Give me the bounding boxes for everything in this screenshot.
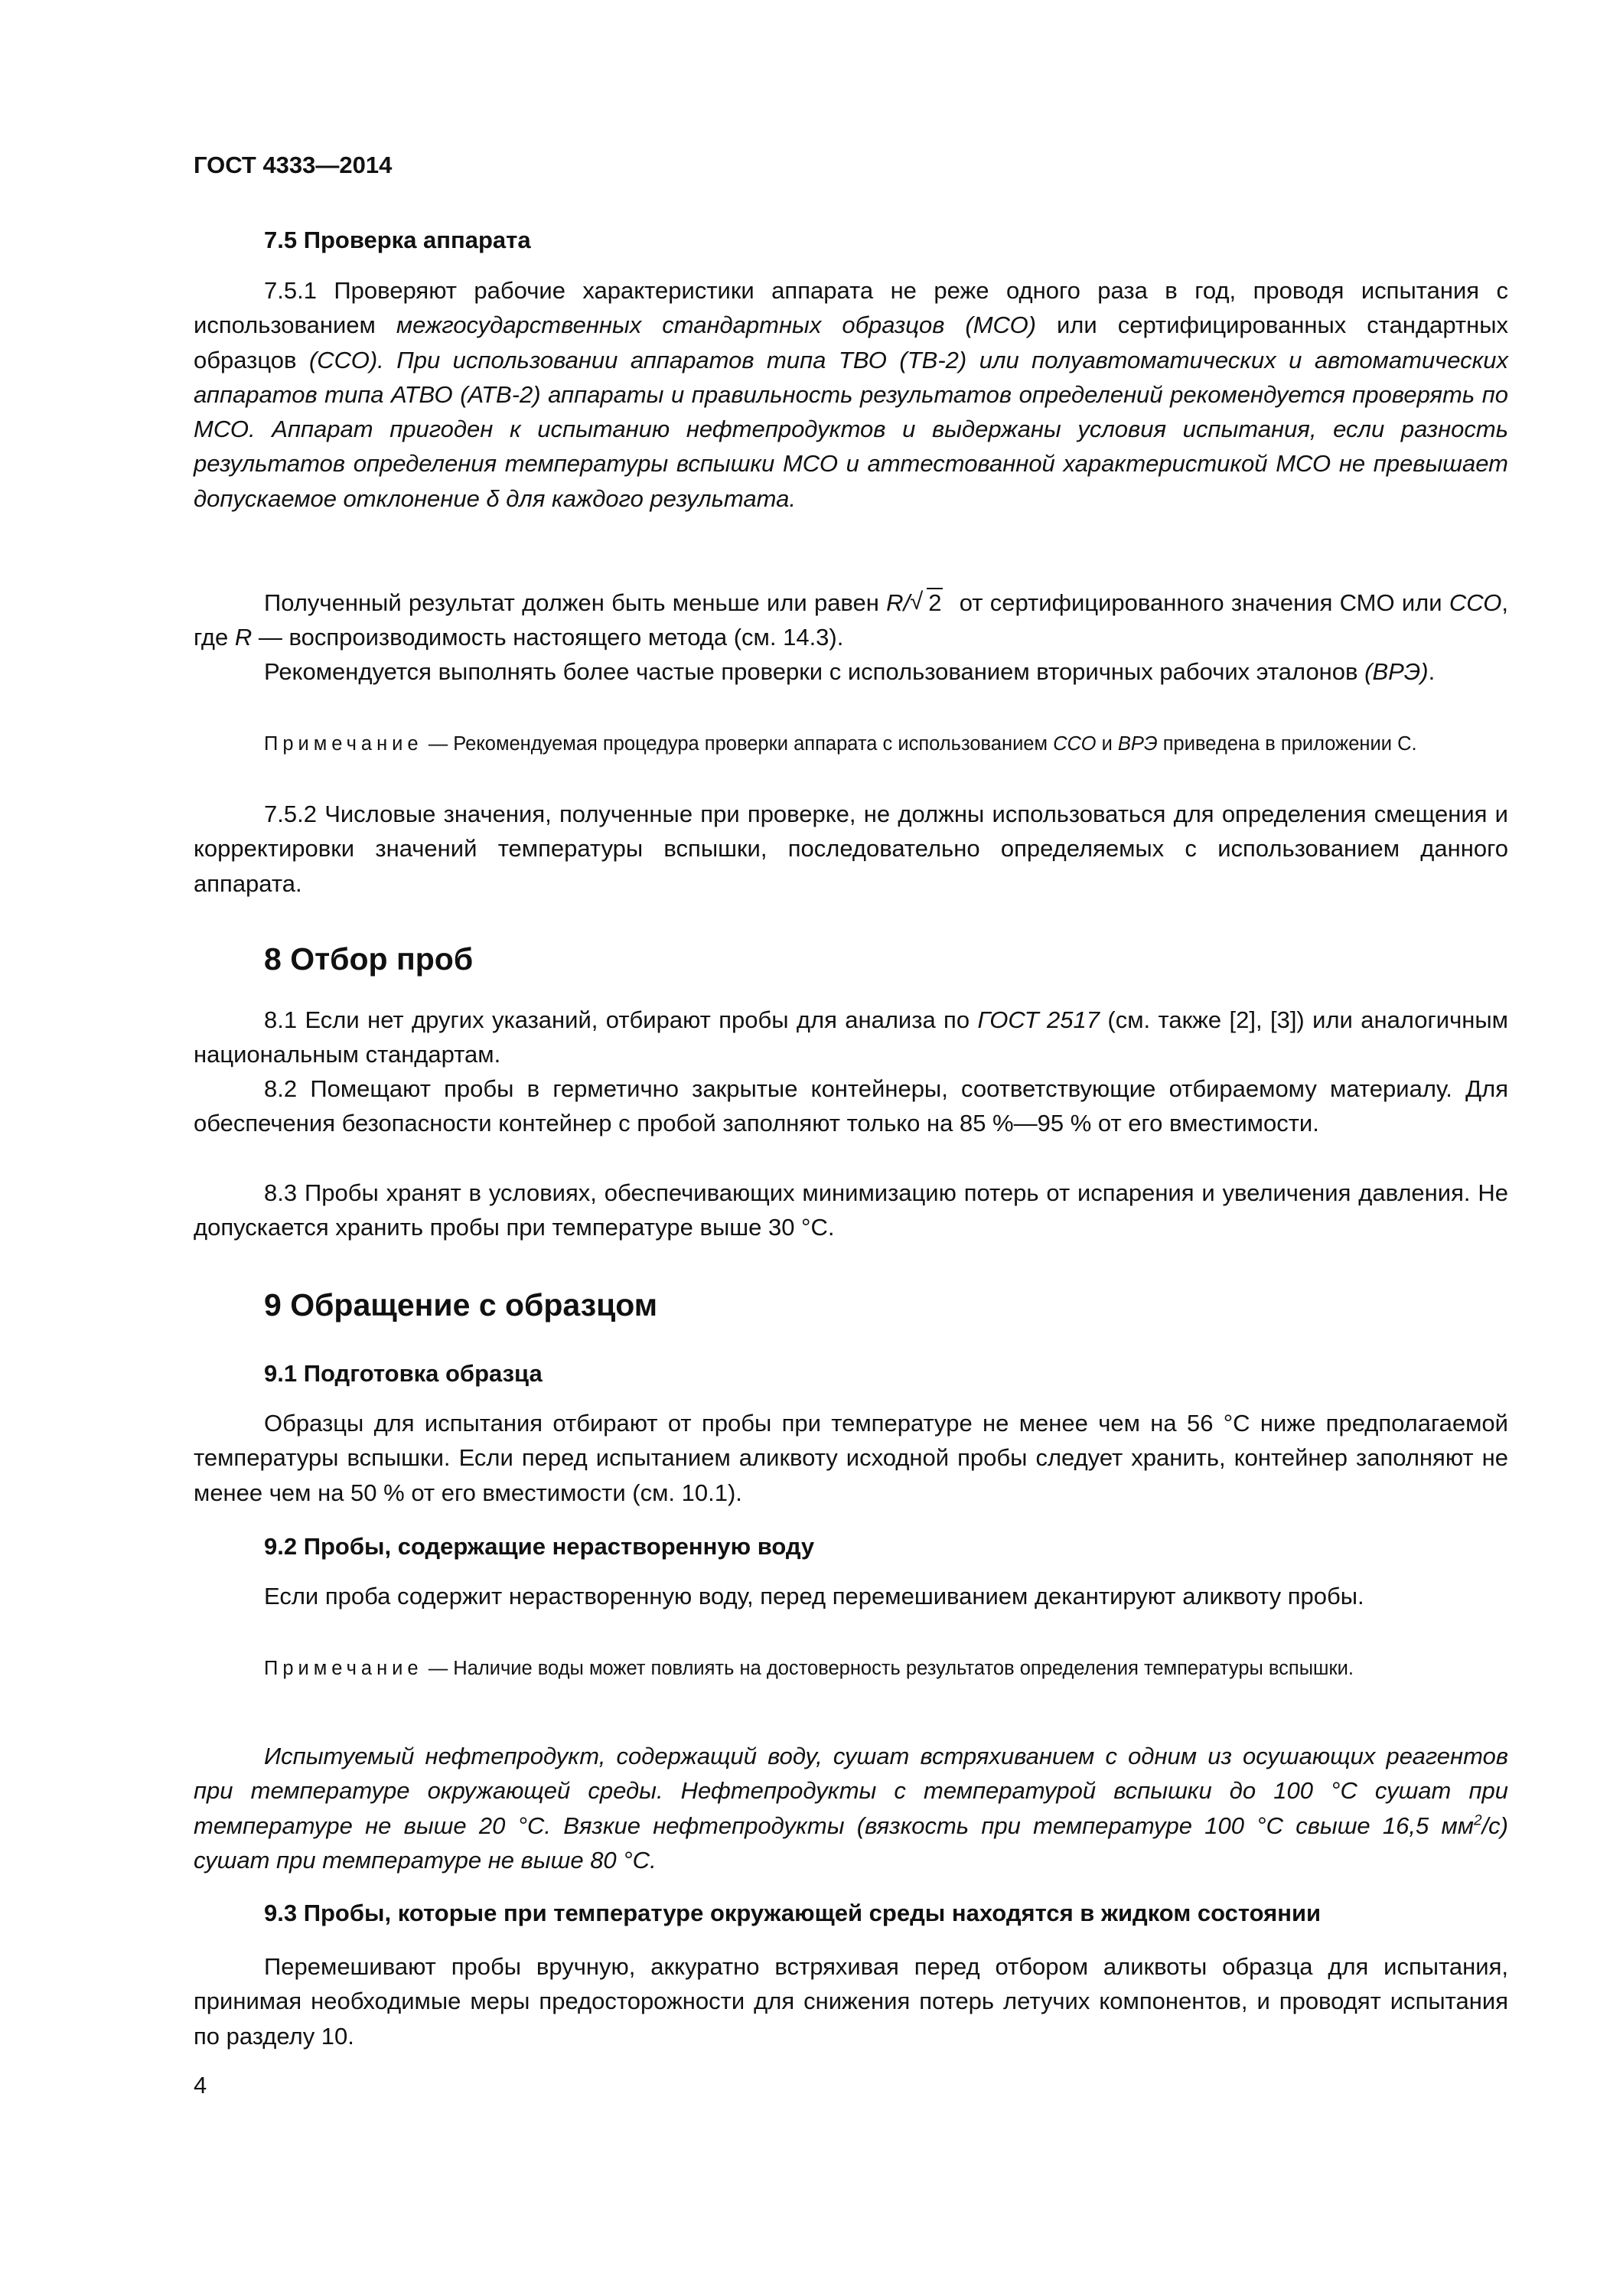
paragraph-9-2-drying: Испытуемый нефтепродукт, содержащий воду, сушат встряхиванием с одним из осушающих реагентов при температуре окружающей среды. Нефтепродукты с температурой вспышки до 100 °С сушат при температуре не выше 20 °С. Вязкие нефтепродукты (вязкость при температуре 100 °С свыше 16,5 $мм^2/с$) сушат при температуре не выше 80 °С. [194,1743,1508,1874]
paragraph-recommendation: Рекомендуется выполнять более частые проверки с использованием вторичных рабочих эталонов (ВРЭ). [264,658,1436,685]
paragraph-9-1: Образцы для испытания отбирают от пробы при температуре не менее чем на 56 °С ниже предполагаемой температуры вспышки. Если перед испытанием аликвоту исходной пробы следует хранить, контейнер заполняют не менее чем на 50 % от его вместимости (см. 10.1). [194,1410,1508,1506]
section-8-heading: 8 Отбор проб [264,941,474,977]
clause-number: 8.1 [264,1006,298,1033]
paragraph-9-2: Если проба содержит нерастворенную воду, перед перемешиванием декантируют аликвоту пробы. [264,1583,1364,1609]
section-9-1-heading: 9.1 Подготовка образца [264,1360,543,1387]
section-7-5-heading: 7.5 Проверка аппарата [264,227,531,253]
variable-r: R [234,624,253,651]
document-id: ГОСТ 4333—2014 [194,152,393,178]
paragraph-7-5-2: 7.5.2 Числовые значения, полученные при проверке, не должны использоваться для определения смещения и корректировки значений температуры вспышки, последовательно определяемых с использованием данного аппарата. [194,801,1508,897]
section-9-3-heading: 9.3 Пробы, которые при температуре окружающей среды находятся в жидком состоянии [264,1900,1322,1926]
clause-number: 8.2 [264,1075,298,1102]
note-label: Примечание [264,1658,423,1679]
paragraph-7-5-1: 7.5.1 Проверяют рабочие характеристики аппарата не реже одного раза в год, проводя испытания с использованием межгосударственных стандартных образцов (МСО) или сертифицированных стандартных образцов (ССО). При использовании аппаратов типа ТВО (ТВ-2) или полуавтоматических и автоматических аппаратов типа АТВО (АТВ-2) аппараты и правильность результатов определений рекомендуется проверять по МСО. Аппарат пригоден к испытанию нефтепродуктов и выдержаны условия испытания, если разность результатов определения температуры вспышки МСО и аттестованной характеристикой МСО не превышает допускаемое отклонение δ для каждого результата. [194,277,1508,512]
variable-r: R [886,589,904,616]
clause-number: 7.5.1 [264,277,317,304]
note-7-5: Примечание — Рекомендуемая процедура проверки аппарата с использованием ССО и ВРЭ приведена в приложении С. [264,733,1417,755]
paragraph-8-1: 8.1 Если нет других указаний, отбирают пробы для анализа по ГОСТ 2517 (см. также [2], [3]) или аналогичным национальным стандартам. [194,1006,1508,1068]
italic-text: (ССО). При использовании аппаратов типа ТВО (ТВ-2) или полуавтоматических и автоматических аппаратов типа АТВО (АТВ-2) аппараты и правильность результатов определений рекомендуется проверять по МСО. Аппарат пригоден к испытанию нефтепродуктов и выдержаны условия испытания, если разность результатов определения температуры вспышки МСО и аттестованной характеристикой МСО не превышает допускаемое отклонение δ для каждого результата. [194,346,1508,512]
document-header [194,152,1508,179]
paragraph-8-2: 8.2 Помещают пробы в герметично закрытые контейнеры, соответствующие отбираемому материалу. Для обеспечения безопасности контейнер с пробой заполняют только на 85 %—95 % от его вместимости. [194,1075,1508,1137]
paragraph-result-requirement: Полученный результат должен быть меньше или равен R/ √ 2 от сертифицированного значения СМО или ССО, где R — воспроизводимость настоящего метода (см. 14.3). [194,585,1508,655]
italic-text: межгосударственных стандартных образцов (МСО) [396,311,1036,339]
square-root-symbol: √ 2 [910,585,943,620]
section-9-2-heading: 9.2 Пробы, содержащие нерастворенную воду [264,1533,815,1560]
standard-reference: ГОСТ 2517 [977,1006,1100,1033]
page-number: 4 [194,2072,207,2099]
note-label: Примечание [264,733,423,755]
clause-number: 8.3 [264,1179,298,1206]
paragraph-8-3: 8.3 Пробы хранят в условиях, обеспечивающих минимизацию потерь от испарения и увеличения давления. Не допускается хранить пробы при температуре выше 30 °С. [194,1179,1508,1241]
clause-number: 7.5.2 [264,801,317,827]
section-9-heading: 9 Обращение с образцом [264,1287,658,1322]
note-9-2: Примечание — Наличие воды может повлиять на достоверность результатов определения температуры вспышки. [264,1658,1354,1679]
paragraph-9-3: Перемешивают пробы вручную, аккуратно встряхивая перед отбором аликвоты образца для испытания, принимая необходимые меры предосторожности для снижения потерь летучих компонентов, и проводят испытания по разделу 10. [194,1953,1508,2050]
